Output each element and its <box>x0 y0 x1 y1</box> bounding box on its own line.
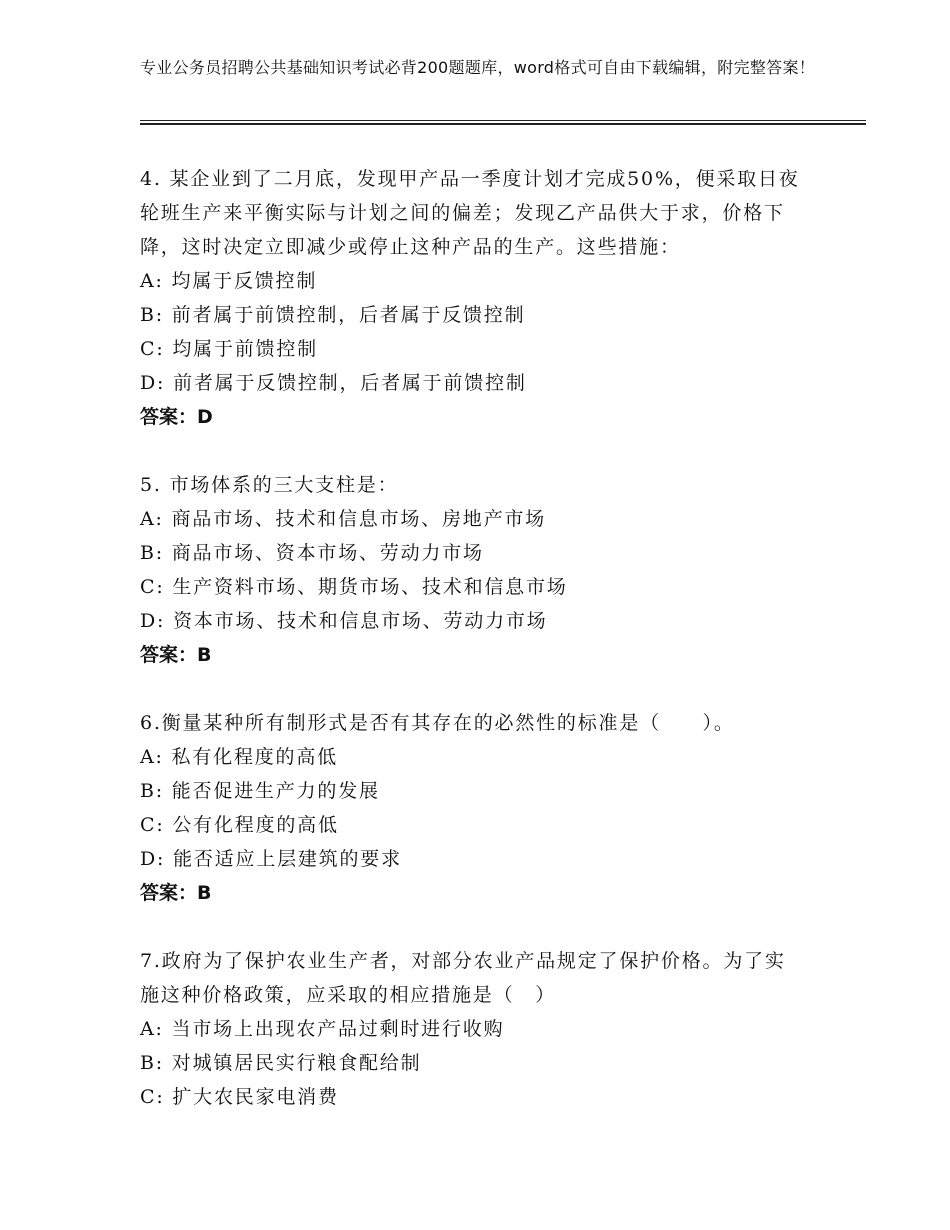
question-5 <box>140 468 800 672</box>
option-d: D: 能否适应上层建筑的要求 <box>140 848 402 870</box>
option-d: D: 资本市场、技术和信息市场、劳动力市场 <box>140 610 548 632</box>
answer-label: 答案：B <box>140 882 212 904</box>
header-divider <box>140 120 866 125</box>
option-b: B: 商品市场、资本市场、劳动力市场 <box>140 542 484 564</box>
option-c: C: 均属于前馈控制 <box>140 338 318 360</box>
answer-label: 答案：D <box>140 406 213 428</box>
option-b: B: 前者属于前馈控制，后者属于反馈控制 <box>140 304 526 326</box>
option-a: A: 均属于反馈控制 <box>140 270 318 292</box>
option-b: B: 能否促进生产力的发展 <box>140 780 380 802</box>
answer-label: 答案：B <box>140 644 212 666</box>
option-a: A: 当市场上出现农产品过剩时进行收购 <box>140 1018 505 1040</box>
document-header: 专业公务员招聘公共基础知识考试必背200题题库，word格式可自由下载编辑，附完整答案！ <box>140 58 816 77</box>
option-a: A: 私有化程度的高低 <box>140 746 338 768</box>
question-stem: 5. 市场体系的三大支柱是： <box>140 474 399 496</box>
option-c: C: 公有化程度的高低 <box>140 814 339 836</box>
question-4 <box>140 162 800 434</box>
option-a: A: 商品市场、技术和信息市场、房地产市场 <box>140 508 546 530</box>
option-c: C: 扩大农民家电消费 <box>140 1086 339 1108</box>
question-stem: 6.衡量某种所有制形式是否有其存在的必然性的标准是（ ）。 <box>140 712 735 734</box>
question-6 <box>140 706 800 910</box>
question-7 <box>140 944 800 1114</box>
question-stem: 7.政府为了保护农业生产者，对部分农业产品规定了保护价格。为了实施这种价格政策，应采取的相应措施是（ ） <box>140 950 786 1006</box>
question-list <box>140 162 800 1148</box>
option-c: C: 生产资料市场、期货市场、技术和信息市场 <box>140 576 568 598</box>
option-b: B: 对城镇居民实行粮食配给制 <box>140 1052 422 1074</box>
question-stem: 4. 某企业到了二月底，发现甲产品一季度计划才完成50%，便采取日夜轮班生产来平衡实际与计划之间的偏差；发现乙产品供大于求，价格下降，这时决定立即减少或停止这种产品的生产。这些措施： <box>140 168 800 258</box>
option-d: D: 前者属于反馈控制，后者属于前馈控制 <box>140 372 527 394</box>
